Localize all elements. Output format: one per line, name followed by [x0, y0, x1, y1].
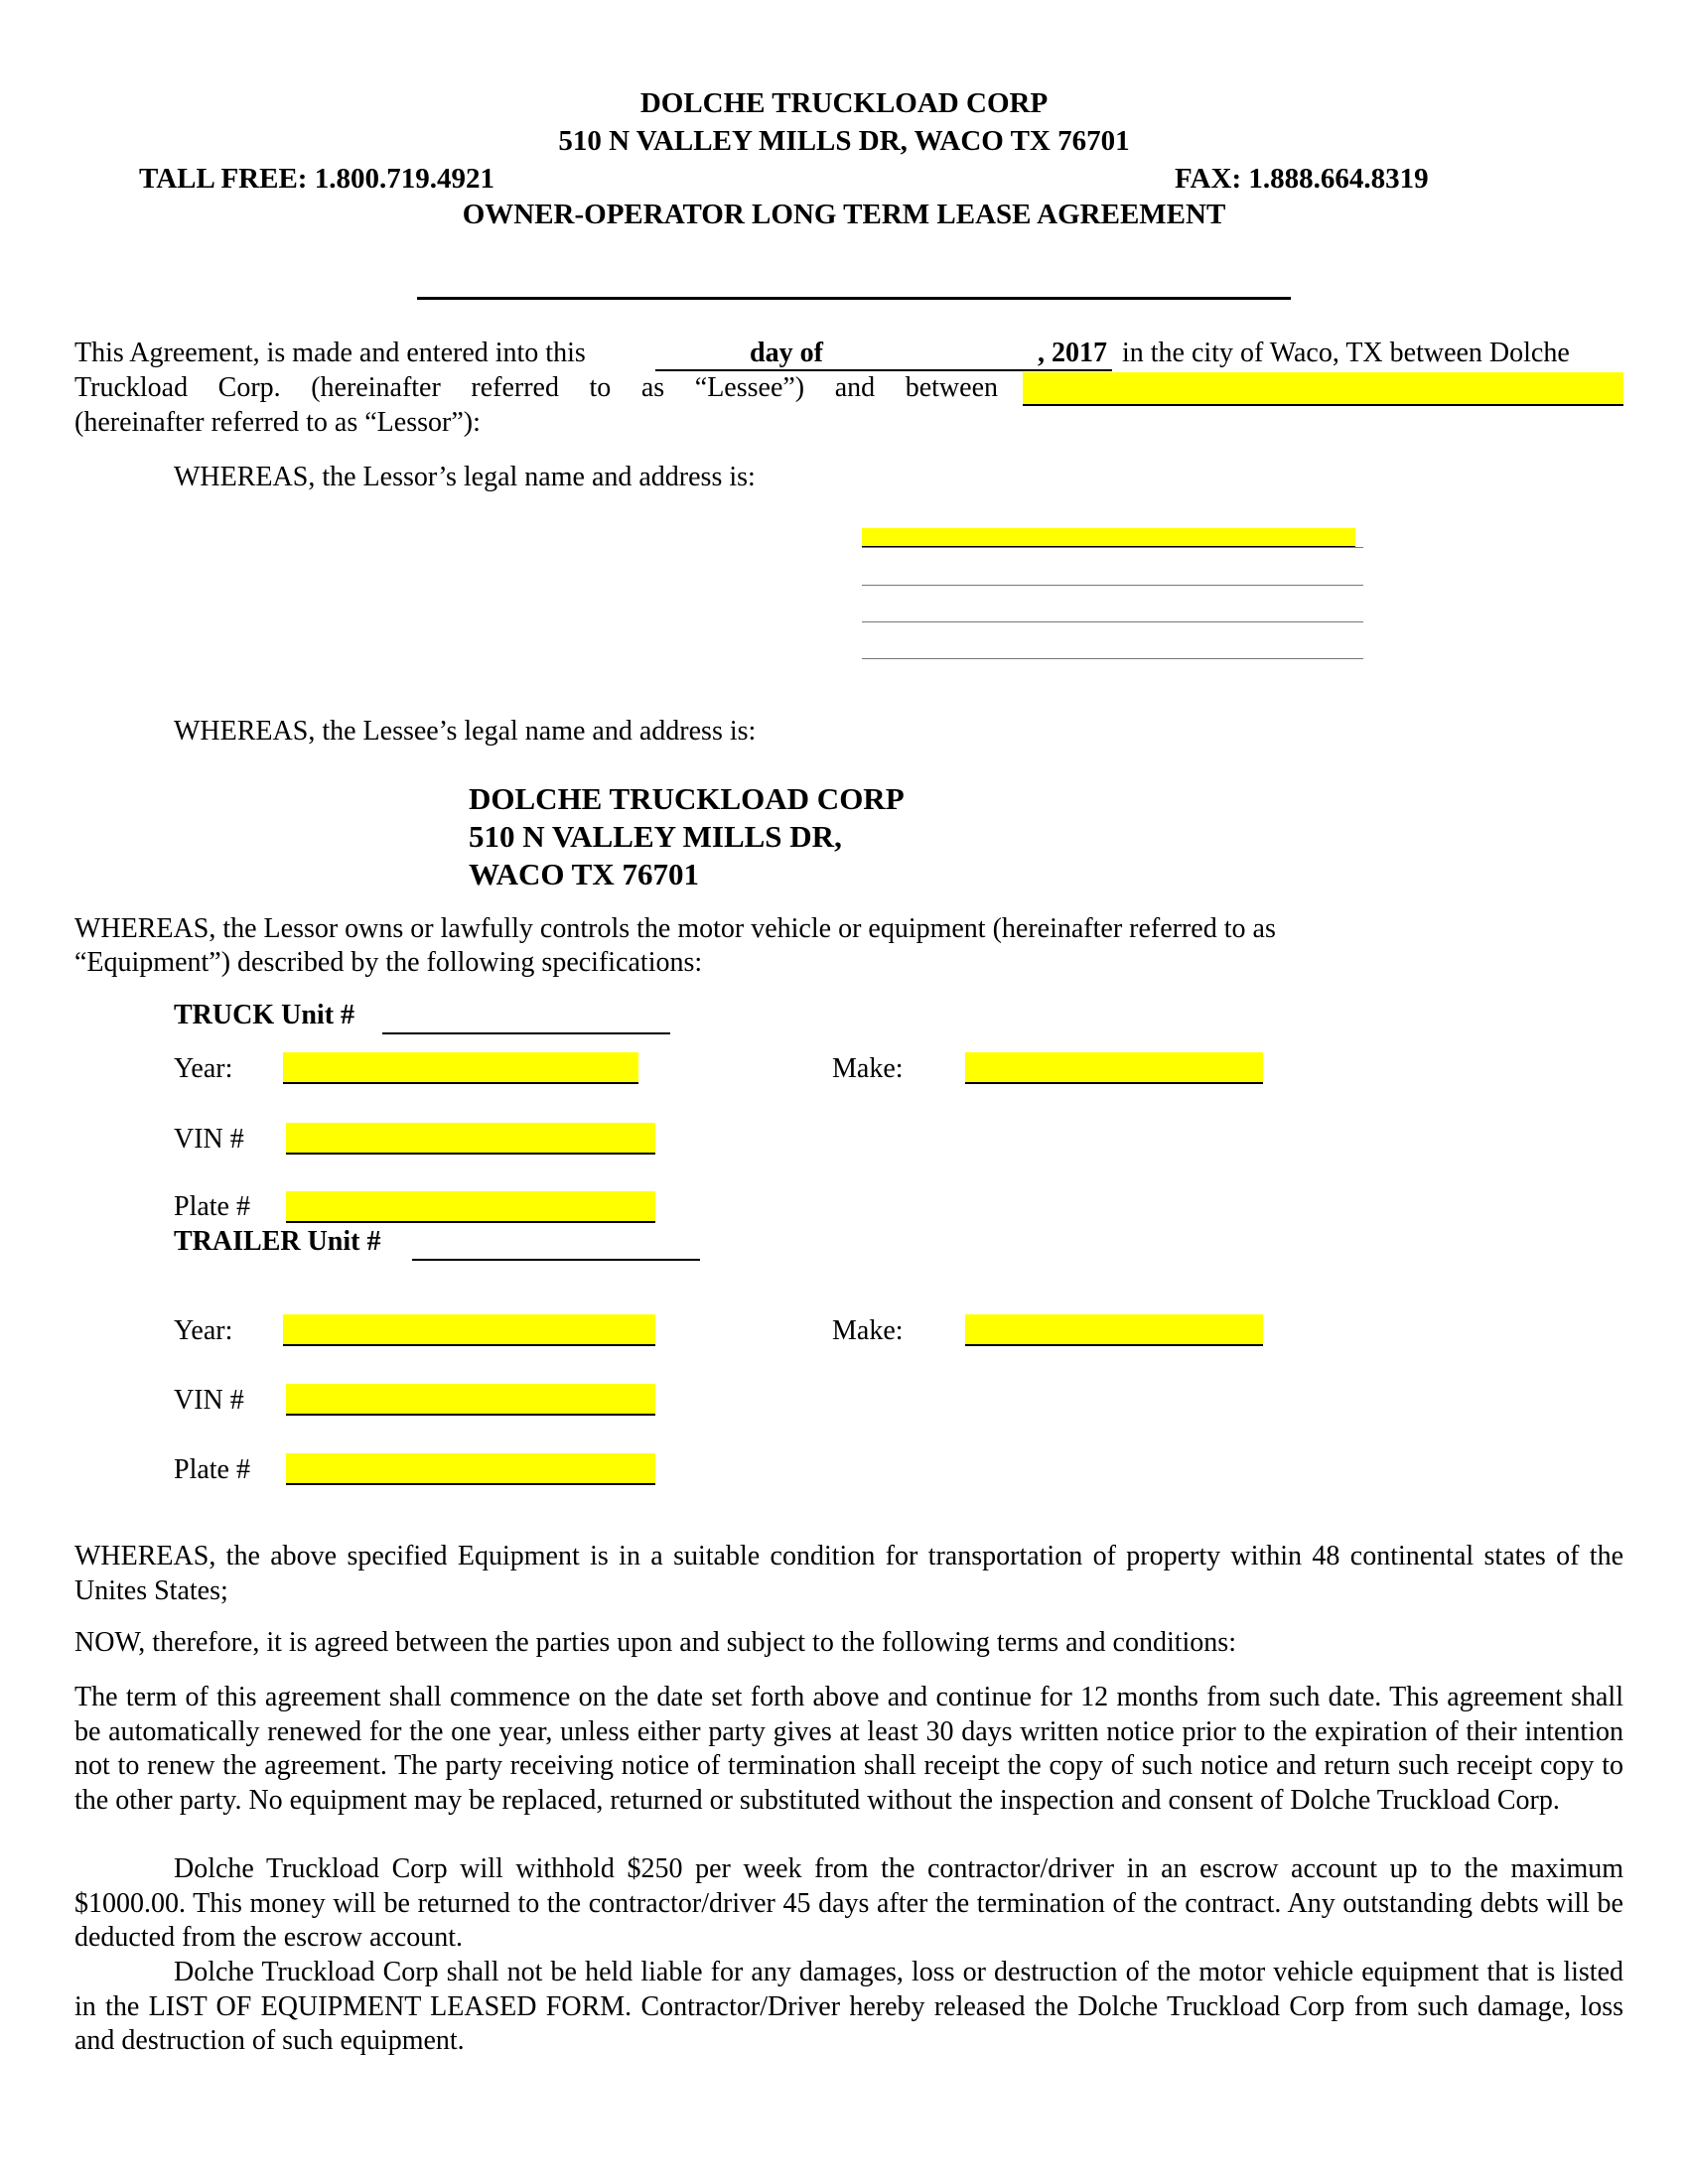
fax-number: FAX: 1.888.664.8319 — [1175, 163, 1429, 195]
toll-free-number: TALL FREE: 1.800.719.4921 — [139, 163, 494, 195]
lessor-address-label: WHEREAS, the Lessor’s legal name and address is: — [174, 462, 756, 492]
intro-lessee-line: Truckload Corp. (hereinafter referred to as “Lessee”) and between — [74, 372, 998, 403]
company-name: DOLCHE TRUCKLOAD CORP — [639, 87, 1049, 119]
truck-unit-label: TRUCK Unit # — [174, 1000, 355, 1030]
condition-paragraph: WHEREAS, the above specified Equipment is in a suitable condition for transportation of property within 48 continental states of the Unites States; — [74, 1541, 1623, 1606]
truck-make-field[interactable] — [965, 1052, 1263, 1084]
truck-plate-field[interactable] — [286, 1191, 655, 1223]
equipment-intro-line-1: WHEREAS, the Lessor owns or lawfully controls the motor vehicle or equipment (hereinafter referred to as — [74, 913, 1276, 944]
trailer-plate-label: Plate # — [174, 1454, 250, 1485]
lessor-name-line-field[interactable] — [862, 528, 1355, 548]
trailer-make-field[interactable] — [965, 1314, 1263, 1346]
intro-year: , 2017 — [1038, 338, 1107, 368]
trailer-unit-label: TRAILER Unit # — [174, 1226, 381, 1257]
lessor-address-line-2[interactable] — [862, 585, 1363, 586]
intro-lead-text: This Agreement, is made and entered into this — [74, 338, 586, 368]
document-title: OWNER-OPERATOR LONG TERM LEASE AGREEMENT — [462, 199, 1226, 230]
truck-vin-label: VIN # — [174, 1124, 244, 1155]
equipment-intro-line-2: “Equipment”) described by the following specifications: — [74, 947, 703, 978]
escrow-paragraph: Dolche Truckload Corp will withhold $250 per week from the contractor/driver in an escrow account up to the maximum $1000.00. This money will be returned to the contractor/driver 45 days after the termination of the contract. Any outstanding debts will be deducted from the escrow account. — [74, 1853, 1623, 1953]
lessor-address-line-4[interactable] — [862, 658, 1363, 659]
trailer-year-label: Year: — [174, 1315, 233, 1346]
trailer-vin-label: VIN # — [174, 1385, 244, 1416]
truck-make-label: Make: — [832, 1053, 904, 1084]
trailer-make-label: Make: — [832, 1315, 904, 1346]
lessee-address-label: WHEREAS, the Lessee’s legal name and address is: — [174, 716, 757, 747]
lessee-name: DOLCHE TRUCKLOAD CORP — [469, 781, 905, 816]
title-divider — [417, 297, 1291, 300]
truck-unit-field[interactable] — [382, 1032, 670, 1034]
lessee-city: WACO TX 76701 — [469, 857, 699, 891]
trailer-vin-field[interactable] — [286, 1384, 655, 1416]
lessor-address-line-3[interactable] — [862, 621, 1363, 622]
trailer-unit-field[interactable] — [412, 1259, 700, 1261]
agreed-paragraph: NOW, therefore, it is agreed between the parties upon and subject to the following terms and conditions: — [74, 1627, 1236, 1658]
lessor-address-line-1[interactable] — [862, 547, 1363, 548]
truck-vin-field[interactable] — [286, 1123, 655, 1155]
lessor-name-field[interactable] — [1023, 372, 1623, 406]
trailer-plate-field[interactable] — [286, 1453, 655, 1485]
truck-plate-label: Plate # — [174, 1191, 250, 1222]
lessee-street: 510 N VALLEY MILLS DR, — [469, 819, 842, 854]
truck-year-field[interactable] — [283, 1052, 638, 1084]
company-address: 510 N VALLEY MILLS DR, WACO TX 76701 — [558, 125, 1130, 157]
trailer-year-field[interactable] — [283, 1314, 655, 1346]
term-paragraph: The term of this agreement shall commence on the date set forth above and continue for 12 months from such date. This agreement shall be automatically renewed for the one year, unless either party gives at least 30 days written notice prior to the expiration of their intention not to renew the agreement. The party receiving notice of termination shall receipt the copy of such notice and return such receipt copy to the other party. No equipment may be replaced, returned or substituted without the inspection and consent of Dolche Truckload Corp. — [74, 1682, 1623, 1816]
truck-year-label: Year: — [174, 1053, 233, 1084]
date-blank[interactable] — [655, 369, 1112, 371]
liability-paragraph: Dolche Truckload Corp shall not be held liable for any damages, loss or destruction of the motor vehicle equipment that is listed in the LIST OF EQUIPMENT LEASED FORM. Contractor/Driver hereby released the Dolche Truckload Corp from such damage, loss and destruction of such equipment. — [74, 1957, 1623, 2056]
intro-day-of: day of — [750, 338, 823, 368]
intro-city-text: in the city of Waco, TX between Dolche — [1122, 338, 1570, 368]
intro-lessor-line: (hereinafter referred to as “Lessor”): — [74, 407, 481, 438]
